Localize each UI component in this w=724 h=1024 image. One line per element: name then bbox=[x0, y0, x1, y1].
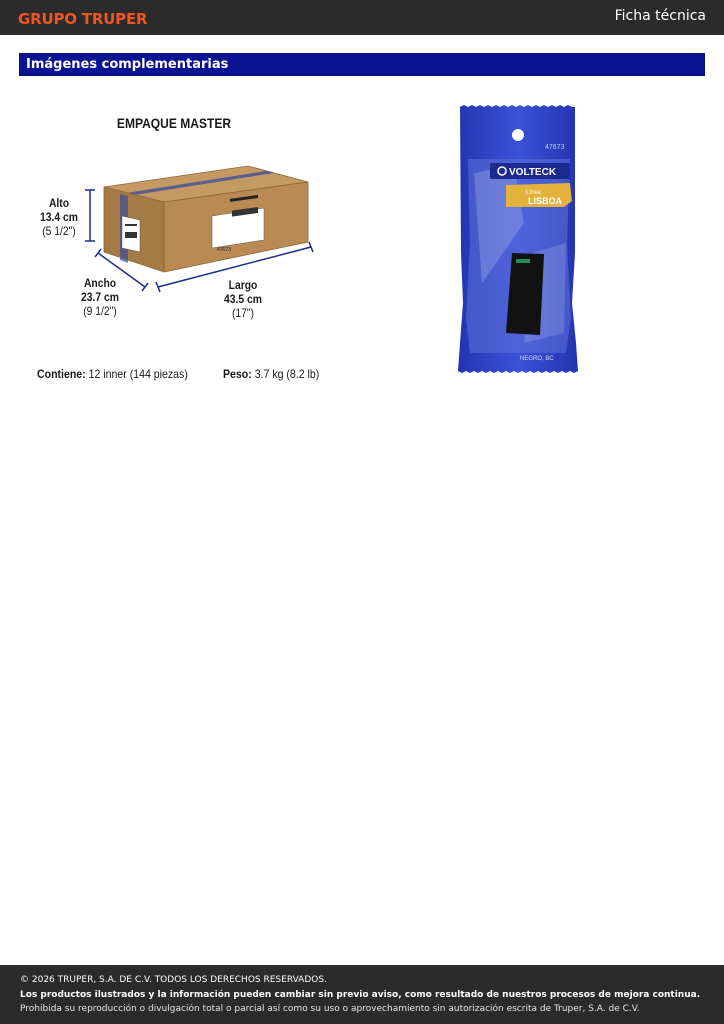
peso-value: 3.7 kg (8.2 lb) bbox=[254, 367, 320, 381]
product-line-small: Línea bbox=[526, 190, 542, 196]
dimension-ancho bbox=[78, 276, 123, 318]
brand-logo: GRUPO TRUPER bbox=[18, 10, 148, 28]
largo-imperial: (17") bbox=[231, 306, 255, 320]
product-color-label: NEGRO, BC bbox=[520, 356, 554, 362]
alto-metric: 13.4 cm bbox=[40, 210, 78, 224]
weight-spec bbox=[223, 367, 319, 381]
dimension-largo bbox=[220, 278, 266, 320]
contiene-label: Contiene: bbox=[37, 367, 86, 381]
product-line-name: LISBOA bbox=[528, 196, 563, 206]
footer-copyright: © 2026 TRUPER, S.A. DE C.V. TODOS LOS DERECHOS RESERVADOS. bbox=[20, 975, 327, 985]
alto-imperial: (5 1/2") bbox=[42, 224, 76, 238]
footer-notice: Los productos ilustrados y la información pueden cambiar sin previo aviso, como resultado de nuestros procesos de mejora continua. bbox=[20, 990, 701, 1000]
peso-label: Peso: bbox=[223, 367, 252, 381]
package-title: EMPAQUE MASTER bbox=[116, 115, 232, 131]
largo-label: Largo bbox=[228, 278, 258, 292]
box-code-text: 47673 bbox=[217, 247, 231, 253]
footer bbox=[0, 965, 724, 1024]
footer-prohibition: Prohibida su reproducción o divulgación total o parcial así como su uso o aprovechamiento sin autorización escrita de Truper, S.A. de C.V. bbox=[20, 1004, 640, 1014]
contents-spec bbox=[37, 367, 188, 381]
dimension-lines bbox=[0, 0, 724, 400]
ancho-imperial: (9 1/2") bbox=[83, 304, 117, 318]
largo-metric: 43.5 cm bbox=[224, 292, 262, 306]
product-code-text: 47673 bbox=[545, 144, 565, 151]
ancho-metric: 23.7 cm bbox=[81, 290, 119, 304]
alto-label: Alto bbox=[48, 196, 70, 210]
document-type: Ficha técnica bbox=[614, 8, 706, 24]
product-package-image bbox=[454, 103, 582, 378]
section-title: Imágenes complementarias bbox=[26, 57, 229, 72]
contiene-value: 12 inner (144 piezas) bbox=[88, 367, 188, 381]
product-brand-text: VOLTECK bbox=[509, 167, 557, 178]
ancho-label: Ancho bbox=[83, 276, 117, 290]
dimension-alto bbox=[38, 196, 81, 238]
